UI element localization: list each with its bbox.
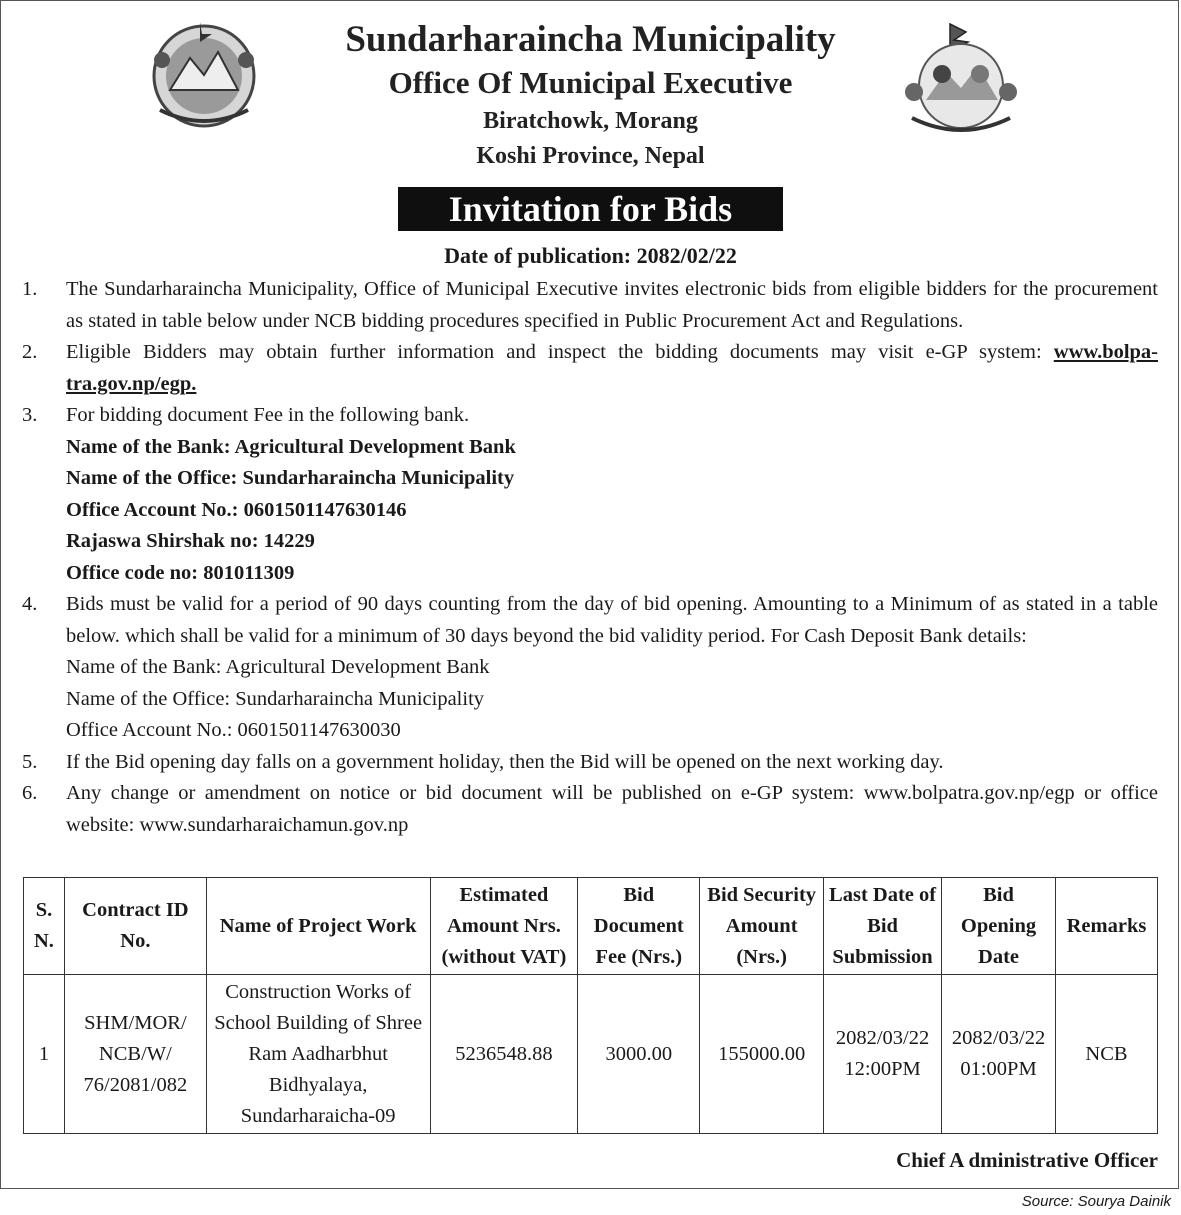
account-number: Office Account No.: 0601501147630030 bbox=[66, 719, 401, 741]
notice-header bbox=[0, 18, 1181, 174]
office-name-line: Name of the Office: Sundarharaincha Municipality bbox=[66, 467, 515, 489]
table-row bbox=[24, 975, 1158, 1134]
col-opening-date: Bid Opening Date bbox=[942, 878, 1056, 975]
invitation-banner: Invitation for Bids bbox=[398, 187, 783, 231]
cell-project: Construction Works of School Building of Shree Ram Aadharbhut Bidhyalaya, Sundarharaicha-09 bbox=[206, 975, 430, 1134]
address-line-2: Koshi Province, Nepal bbox=[476, 143, 705, 169]
office-code: Office code no: 801011309 bbox=[66, 561, 295, 584]
col-security: Bid Security Amount (Nrs.) bbox=[700, 878, 824, 975]
egp-link[interactable]: www.bolpa-tra.gov.np/egp. bbox=[66, 341, 1159, 395]
table-header-row bbox=[24, 878, 1158, 975]
cell-doc-fee: 3000.00 bbox=[578, 975, 700, 1134]
item-number: 6. bbox=[22, 782, 38, 804]
notice-items bbox=[22, 274, 1158, 841]
item-text: For bidding document Fee in the following bank. bbox=[66, 404, 470, 426]
item-text: Bids must be valid for a period of 90 days counting from the day of bid opening. Amounting to a Minimum of as stated in a table below. which shall be valid for a minimum of 30 days beyond the bid validity period. For Cash Deposit Bank details: bbox=[66, 593, 1158, 647]
item-number: 2. bbox=[22, 341, 38, 363]
account-number: Office Account No.: 0601501147630146 bbox=[66, 498, 407, 521]
office-name-line: Name of the Office: Sundarharaincha Municipality bbox=[66, 687, 485, 710]
item-number: 3. bbox=[22, 404, 38, 426]
rajaswa-shirshak: Rajaswa Shirshak no: 14229 bbox=[66, 530, 315, 552]
item-number: 5. bbox=[22, 750, 38, 773]
cell-contract-id: SHM/MOR/ NCB/W/ 76/2081/082 bbox=[64, 975, 206, 1134]
list-item bbox=[22, 778, 1158, 841]
bank-name: Name of the Bank: Agricultural Development Bank bbox=[66, 656, 490, 678]
list-item bbox=[22, 274, 1158, 337]
cell-estimated: 5236548.88 bbox=[430, 975, 578, 1134]
cell-opening-date: 2082/03/22 01:00PM bbox=[942, 975, 1056, 1134]
cell-sn: 1 bbox=[24, 975, 65, 1134]
item-text: Any change or amendment on notice or bid document will be published on e-GP system: www.bolpatra.gov.np/egp or office website: www.sundarharaichamun.gov.np bbox=[66, 782, 1158, 836]
col-project: Name of Project Work bbox=[206, 878, 430, 975]
item-text: The Sundarharaincha Municipality, Office of Municipal Executive invites electronic bids from eligible bidders for the procurement as stated in table below under NCB bidding procedures specified in Public Procurement Act and Regulations. bbox=[66, 278, 1158, 332]
col-sn: S. N. bbox=[24, 878, 65, 975]
cell-last-date: 2082/03/22 12:00PM bbox=[824, 975, 942, 1134]
cell-remarks: NCB bbox=[1055, 975, 1157, 1134]
bids-table bbox=[23, 877, 1158, 1134]
signature-title: Chief A dministrative Officer bbox=[896, 1148, 1158, 1172]
bank-name: Name of the Bank: Agricultural Development Bank bbox=[66, 435, 516, 458]
list-item bbox=[22, 337, 1158, 400]
col-doc-fee: Bid Document Fee (Nrs.) bbox=[578, 878, 700, 975]
item-text: Eligible Bidders may obtain further information and inspect the bidding documents may visit e-GP system: bbox=[66, 341, 1042, 363]
col-remarks: Remarks bbox=[1055, 878, 1157, 975]
item-number: 1. bbox=[22, 278, 38, 300]
list-item bbox=[22, 747, 1158, 779]
item-number: 4. bbox=[22, 593, 38, 615]
cell-security: 155000.00 bbox=[700, 975, 824, 1134]
col-last-date: Last Date of Bid Submission bbox=[824, 878, 942, 975]
col-estimated: Estimated Amount Nrs. (without VAT) bbox=[430, 878, 578, 975]
list-item bbox=[22, 400, 1158, 589]
office-name: Office Of Municipal Executive bbox=[388, 65, 793, 100]
municipality-name: Sundarharaincha Municipality bbox=[345, 19, 836, 60]
item-text: If the Bid opening day falls on a government holiday, then the Bid will be opened on the next working day. bbox=[66, 750, 944, 773]
source-credit: Source: Sourya Dainik bbox=[1021, 1193, 1171, 1210]
publication-date: Date of publication: 2082/02/22 bbox=[444, 243, 737, 268]
list-item bbox=[22, 589, 1158, 747]
col-contract-id: Contract ID No. bbox=[64, 878, 206, 975]
address-line-1: Biratchowk, Morang bbox=[483, 108, 698, 134]
